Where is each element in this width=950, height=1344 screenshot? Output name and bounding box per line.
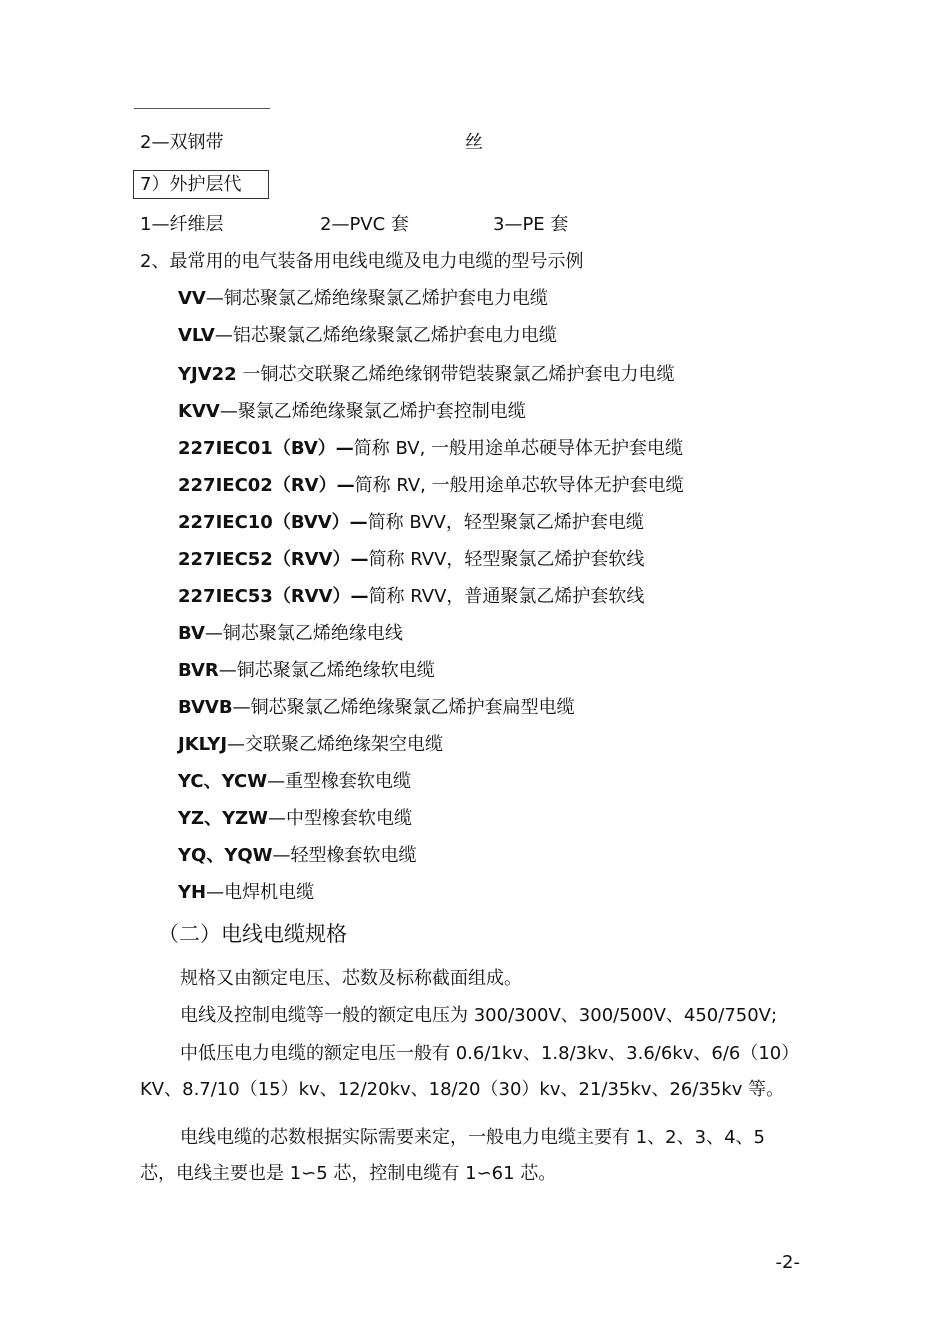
model-code: 227IEC53（RVV）— [178, 586, 369, 607]
model-description: 简称 BVV，轻型聚氯乙烯护套电缆 [367, 512, 644, 533]
model-description: —铜芯聚氯乙烯绝缘电线 [204, 623, 403, 644]
spec-paragraph-2: 电线及控制电缆等一般的额定电压为 300/300V、300/500V、450/750V; [180, 1005, 778, 1026]
model-description: 简称 RVV，普通聚氯乙烯护套软线 [368, 586, 645, 607]
model-code: YQ、YQW [178, 845, 273, 866]
model-code: BV [178, 623, 205, 644]
wire-label: 丝 [465, 132, 483, 153]
model-description: —交联聚乙烯绝缘架空电缆 [227, 734, 444, 755]
model-description: —铜芯聚氯乙烯绝缘聚氯乙烯护套电力电缆 [205, 288, 548, 309]
model-code: 227IEC02（RV）— [178, 475, 355, 496]
model-item [178, 324, 557, 348]
model-description: —铜芯聚氯乙烯绝缘聚氯乙烯护套扁型电缆 [232, 697, 575, 718]
model-description: —聚氯乙烯绝缘聚氯乙烯护套控制电缆 [219, 401, 526, 422]
spec-paragraph-3-line1: 中低压电力电缆的额定电压一般有 0.6/1kv、1.8/3kv、3.6/6kv、6/6（10） [180, 1043, 800, 1064]
model-item [178, 696, 575, 720]
model-description: —铜芯聚氯乙烯绝缘软电缆 [218, 660, 435, 681]
model-item [178, 881, 314, 905]
model-item [178, 585, 644, 609]
model-item [178, 770, 411, 794]
model-item [178, 474, 684, 498]
model-description: —铝芯聚氯乙烯绝缘聚氯乙烯护套电力电缆 [214, 325, 557, 346]
model-item [178, 733, 443, 757]
model-code: BVVB [178, 697, 233, 718]
model-description: —电焊机电缆 [206, 882, 315, 903]
model-code: KVV [178, 401, 220, 422]
model-code: YH [178, 882, 207, 903]
model-description: —中型橡套软电缆 [268, 808, 413, 829]
model-code: 227IEC01（BV）— [178, 438, 354, 459]
steel-tape-label: 2—双钢带 [140, 132, 224, 153]
model-item [178, 659, 435, 683]
outer-layer-pvc: 2—PVC 套 [320, 214, 409, 235]
model-description: 简称 BV, 一般用途单芯硬导体无护套电缆 [353, 438, 684, 459]
model-description: 简称 RVV，轻型聚氯乙烯护套软线 [368, 549, 645, 570]
section-2-title: 2、最常用的电气装备用电线电缆及电力电缆的型号示例 [140, 251, 584, 272]
model-item [178, 511, 644, 535]
model-code: JKLYJ [178, 734, 228, 755]
model-code: 227IEC10（BVV）— [178, 512, 368, 533]
header-rule [134, 108, 270, 109]
subsection-title: （二）电线电缆规格 [158, 922, 347, 946]
model-item [178, 400, 526, 424]
model-code: YJV22 [178, 364, 237, 385]
model-code: BVR [178, 660, 219, 681]
outer-sheath-code-box: 7）外护层代 [133, 170, 269, 199]
model-code: YC、YCW [178, 771, 268, 792]
model-description: —轻型橡套软电缆 [272, 845, 417, 866]
model-item [178, 548, 644, 572]
model-item [178, 363, 674, 387]
model-item [178, 622, 403, 646]
model-description: 简称 RV, 一般用途单芯软导体无护套电缆 [354, 475, 684, 496]
outer-layer-pe: 3—PE 套 [493, 214, 569, 235]
page-number: -2- [775, 1252, 800, 1273]
spec-paragraph-4-line1: 电线电缆的芯数根据实际需要来定，一般电力电缆主要有 1、2、3、4、5 [180, 1127, 765, 1148]
model-item [178, 844, 417, 868]
model-description: —重型橡套软电缆 [267, 771, 412, 792]
model-item [178, 287, 548, 311]
spec-paragraph-1: 规格又由额定电压、芯数及标称截面组成。 [180, 968, 522, 989]
spec-paragraph-4-line2: 芯，电线主要也是 1∽5 芯，控制电缆有 1∽61 芯。 [140, 1163, 557, 1184]
model-item [178, 437, 683, 461]
model-code: VV [178, 288, 206, 309]
model-code: 227IEC52（RVV）— [178, 549, 369, 570]
model-code: YZ、YZW [178, 808, 269, 829]
model-code: VLV [178, 325, 215, 346]
spec-paragraph-3-line2: KV、8.7/10（15）kv、12/20kv、18/20（30）kv、21/35kv、26/35kv 等。 [140, 1079, 785, 1100]
outer-layer-fiber: 1—纤维层 [140, 214, 224, 235]
model-description: 一铜芯交联聚乙烯绝缘钢带铠装聚氯乙烯护套电力电缆 [236, 364, 675, 385]
model-item [178, 807, 412, 831]
